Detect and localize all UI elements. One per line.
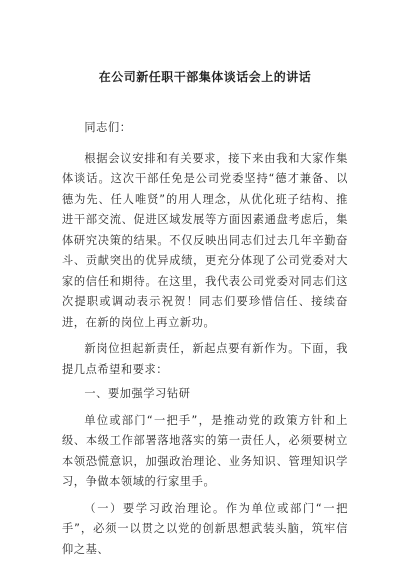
section-paragraph: 单位或部门“一把手”，是推动党的政策方针和上级、本级工作部署落地落实的第一责任人，必须要树立本领恐慌意识，加强政治理论、业务知识、管理知识学习，争做本领域的行家里手。 (62, 413, 348, 488)
paragraph-requirements: 新岗位担起新责任，新起点要有新作为。下面，我提几点希望和要求： (62, 342, 348, 376)
document-title: 在公司新任职干部集体谈话会上的讲话 (98, 70, 312, 84)
greeting: 同志们： (84, 121, 132, 134)
subsection-paragraph: （一）要学习政治理论。作为单位或部门“一把手”，必须一以贯之以党的创新思想武装头脑，筑牢信仰之基、 (62, 501, 348, 556)
paragraph-intro: 根据会议安排和有关要求，接下来由我和大家作集体谈话。这次干部任免是公司党委坚持“德才兼备、以德为先、任人唯贤”的用人理念，从优化班子结构、推进干部交流、促进区域发展等方面因素通盘考虑后，集体研究决策的结果。不仅反映出同志们过去几年辛勤奋斗、贡献突出的优异成绩，更充分体现了公司党委对大家的信任和期待。在这里，我代表公司党委对同志们这次提职或调动表示祝贺！同志们要珍惜信任、接续奋进，在新的岗位上再立新功。 (62, 151, 348, 329)
document-body (62, 118, 348, 566)
section-heading: 一、要加强学习钻研 (84, 387, 191, 400)
